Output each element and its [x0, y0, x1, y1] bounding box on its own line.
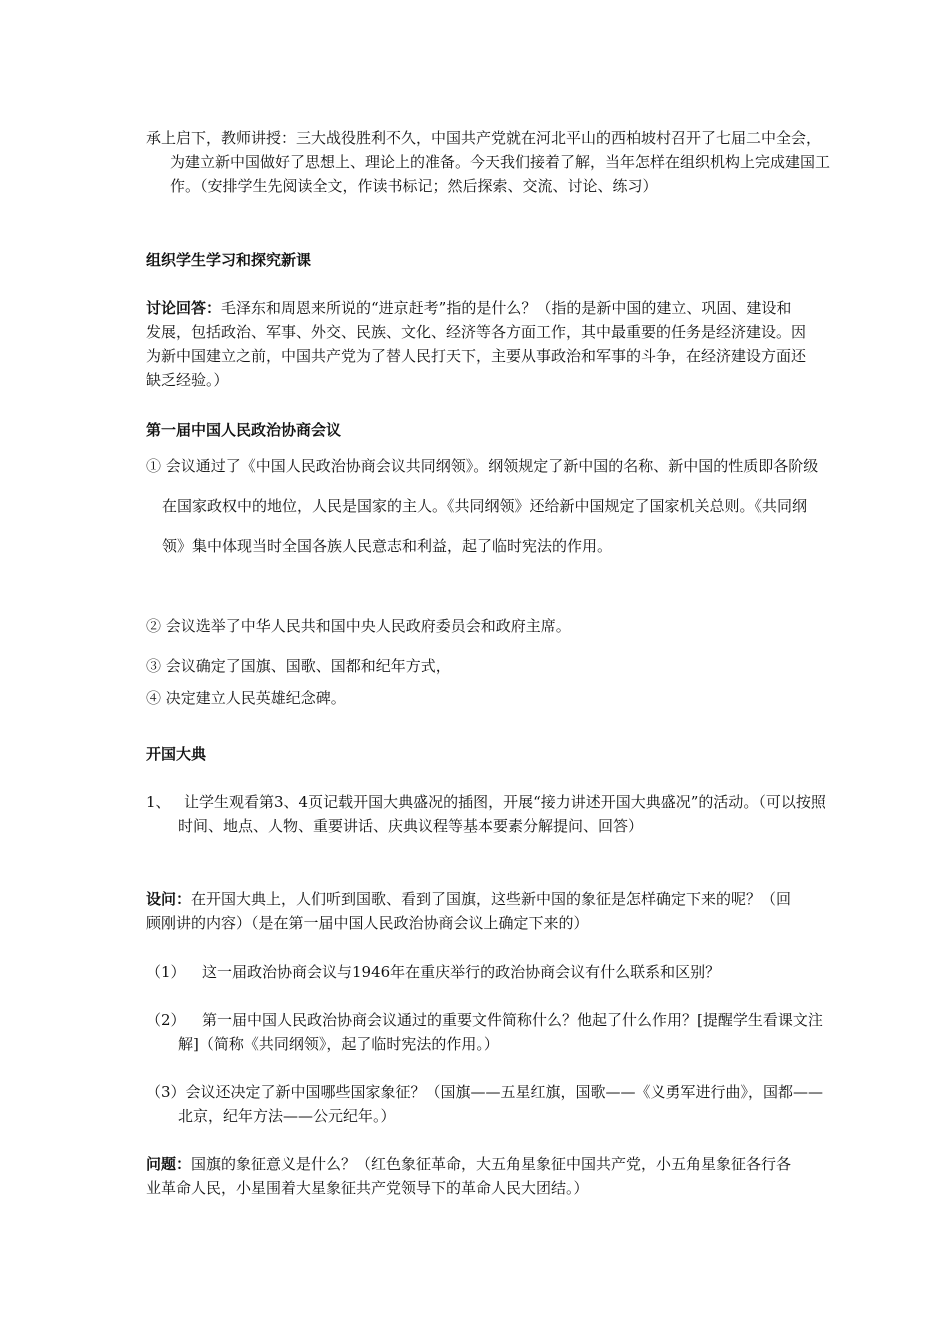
question-3: [146, 1080, 838, 1128]
setq-paragraph: [146, 887, 806, 935]
question-text: 会议还决定了新中国哪些国家象征？（国旗——五星红旗，国歌——《义勇军进行曲》，国都——北京，纪年方法——公元纪年。）: [178, 1083, 824, 1125]
question-number: （3）: [146, 1083, 186, 1101]
activity-number: 1、: [146, 793, 171, 811]
section-heading-founding: 开国大典: [146, 745, 207, 763]
setq-text: 在开国大典上，人们听到国歌、看到了国旗，这些新中国的象征是怎样确定下来的呢？（回顾刚讲的内容）（是在第一届中国人民政治协商会议上确定下来的）: [146, 890, 792, 932]
question-text: 这一届政治协商会议与1946年在重庆举行的政治协商会议有什么联系和区别？: [202, 963, 721, 981]
discussion-label: 讨论回答：: [146, 299, 222, 317]
question-2: [146, 1008, 838, 1056]
question-text: 第一届中国人民政治协商会议通过的重要文件简称什么？他起了什么作用？[提醒学生看课文注解]（简称《共同纲领》，起了临时宪法的作用。）: [178, 1011, 823, 1053]
setq-label: 设问：: [146, 890, 192, 908]
cppcc-item-2: ② 会议选举了中华人民共和国中央人民政府委员会和政府主席。: [146, 617, 571, 635]
activity-paragraph: [146, 790, 838, 838]
section-heading-cppcc: 第一届中国人民政治协商会议: [146, 421, 342, 439]
question-number: （1）: [146, 963, 186, 981]
question-number: （2）: [146, 1011, 186, 1029]
cppcc-item-3: ③ 会议确定了国旗、国歌、国都和纪年方式，: [146, 657, 451, 675]
question-1: [146, 960, 838, 984]
discussion-paragraph: [146, 296, 806, 392]
cppcc-item-4: ④ 决定建立人民英雄纪念碑。: [146, 689, 346, 707]
problem-label: 问题：: [146, 1155, 192, 1173]
problem-text: 国旗的象征意义是什么？（红色象征革命，大五角星象征中国共产党，小五角星象征各行各业革命人民，小星围着大星象征共产党领导下的革命人民大团结。）: [146, 1155, 792, 1197]
discussion-text: 毛泽东和周恩来所说的“进京赶考”指的是什么？（指的是新中国的建立、巩固、建设和发展，包括政治、军事、外交、民族、文化、经济等各方面工作，其中最重要的任务是经济建设。因为新中国建立之前，中国共产党为了替人民打天下，主要从事政治和军事的斗争，在经济建设方面还缺乏经验。）: [146, 299, 807, 389]
cppcc-item-1: ① 会议通过了《中国人民政治协商会议共同纲领》。纲领规定了新中国的名称、新中国的性质即各阶级在国家政权中的地位，人民是国家的主人。《共同纲领》还给新中国规定了国家机关总则。《共同纲领》集中体现当时全国各族人民意志和利益，起了临时宪法的作用。: [146, 457, 819, 555]
problem-paragraph: [146, 1152, 806, 1200]
activity-text: 让学生观看第3、4页记载开国大典盛况的插图，开展“接力讲述开国大典盛况”的活动。（可以按照时间、地点、人物、重要讲话、庆典议程等基本要素分解提问、回答）: [178, 793, 826, 835]
section-heading-study: 组织学生学习和探究新课: [146, 251, 312, 269]
intro-paragraph: 承上启下，教师讲授：三大战役胜利不久，中国共产党就在河北平山的西柏坡村召开了七届二中全会，为建立新中国做好了思想上、理论上的准备。今天我们接着了解，当年怎样在组织机构上完成建国工作。（安排学生先阅读全文，作读书标记；然后探索、交流、讨论、练习）: [146, 129, 831, 195]
